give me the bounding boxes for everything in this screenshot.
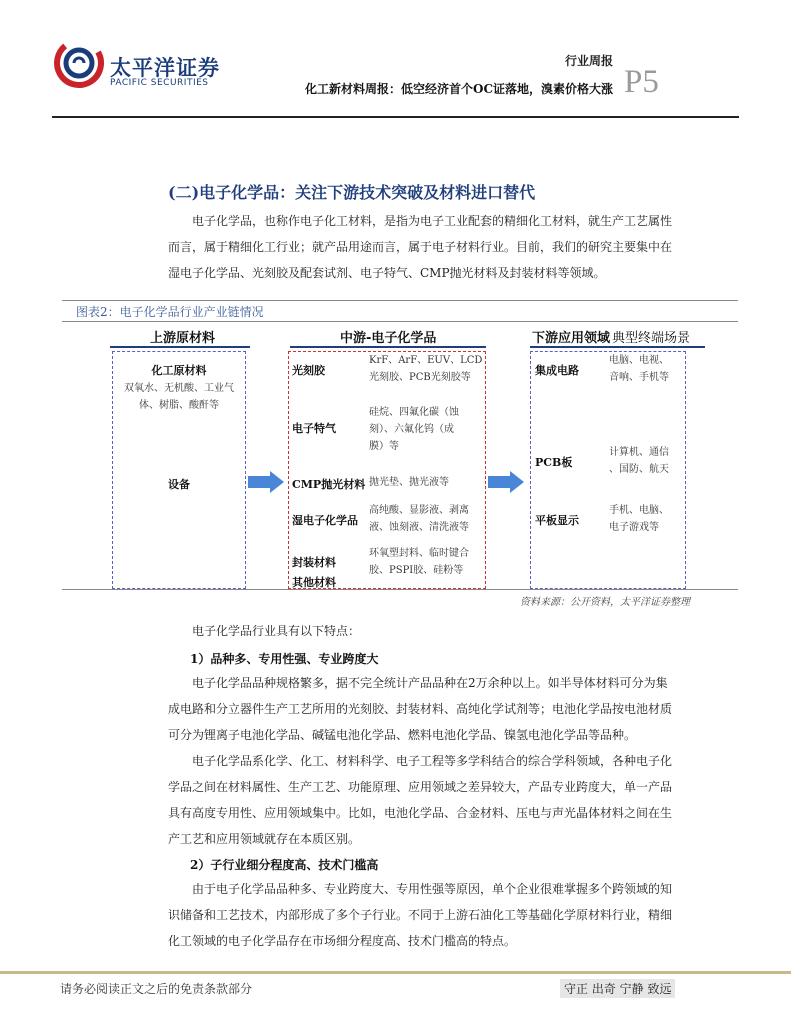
right-arrow-icon: [488, 471, 524, 493]
right-arrow-icon: [248, 471, 284, 493]
downstream-item-desc: [609, 352, 684, 386]
downstream-item-desc: [609, 502, 684, 536]
midstream-item-name: CMP抛光材料: [292, 478, 366, 491]
desc-line: 电子游戏等: [609, 522, 659, 533]
downstream-item-name: PCB板: [535, 456, 573, 469]
paragraph-line: 化工领域的电子化学品存在市场细分程度高、技术门槛高的特点。: [168, 934, 517, 948]
desc-line: 计算机、通信: [609, 447, 669, 458]
intro-line: 而言，属于精细化工行业；就产品用途而言，属于电子材料行业。目前，我们的研究主要集中在: [168, 240, 673, 254]
paragraph-line: 学品之间在材料属性、生产工艺、功能原理、应用领域之差异较大，产品专业跨度大，单一产品: [168, 780, 673, 794]
paragraph-line: 可分为锂离子电池化学品、碱锰电池化学品、燃料电池化学品、镍氢电池化学品等品种。: [168, 728, 637, 742]
paragraph-line: 产工艺和应用领域就存在本质区别。: [168, 832, 361, 846]
paragraph-line: 成电路和分立器件生产工艺所用的光刻胶、封装材料、高纯化学试剂等；电池化学品按电池材质: [168, 702, 673, 716]
midstream-box: [288, 351, 486, 589]
section-heading: (二)电子化学品：关注下游技术突破及材料进口替代: [168, 183, 536, 202]
intro-paragraph: [168, 208, 740, 286]
downstream-header-rule: [530, 346, 705, 348]
paragraph-line: 电子化学品品种规格繁多，据不完全统计产品品种在2万余种以上。如半导体材料可分为集: [192, 676, 668, 690]
downstream-header-sub: 典型终端场景: [612, 331, 691, 346]
midstream-item-name: 电子特气: [292, 422, 336, 435]
desc-line: 高纯酸、显影液、剥离: [369, 505, 469, 516]
midstream-header-rule: [290, 346, 486, 348]
upstream-header-rule: [110, 346, 250, 348]
paragraph-line: 具有高度专用性、应用领域集中。比如，电池化学品、合金材料、压电与声光晶体材料之间在生: [168, 806, 673, 820]
desc-line: 电脑、电视、: [609, 355, 669, 366]
downstream-box: [530, 351, 686, 589]
report-title: 化工新材料周报：低空经济首个OC证落地，溴素价格大涨: [304, 82, 613, 96]
report-type: 行业周报: [564, 54, 613, 68]
midstream-item-name: 其他材料: [292, 576, 336, 589]
features-intro-line: 电子化学品行业具有以下特点：: [192, 624, 361, 638]
paragraph-line: 识储备和工艺技术，内部形成了多个子行业。不同于上游石油化工等基础化学原材料行业，精细: [168, 908, 673, 922]
paragraph-line: 由于电子化学品品种多、专业跨度大、专用性强等原因，单个企业很难掌握多个跨领域的知: [192, 882, 673, 896]
figure-bottom-rule: [62, 589, 738, 590]
downstream-item-desc: [609, 444, 684, 478]
downstream-item-name: 平板显示: [535, 514, 579, 527]
midstream-item-desc: [369, 404, 484, 455]
desc-line: 膜）等: [369, 441, 399, 452]
midstream-item-name: 湿电子化学品: [292, 514, 358, 527]
point2-title: 2）子行业细分程度高、技术门槛高: [190, 858, 379, 872]
features-intro: [168, 618, 740, 644]
desc-line: 抛光垫、抛光液等: [369, 477, 449, 488]
upstream-header: 上游原材料: [150, 331, 216, 346]
footer-disclaimer: 请务必阅读正文之后的免责条款部分: [60, 982, 253, 996]
figure-caption: 图表2：电子化学品行业产业链情况: [76, 305, 264, 319]
page-number: P5: [624, 64, 659, 100]
desc-line: 音响、手机等: [609, 372, 669, 383]
point1-title: 1）品种多、专用性强、专业跨度大: [190, 652, 379, 666]
figure-caption-bar: [62, 300, 738, 322]
desc-line: 光刻胶、PCB光刻胶等: [369, 372, 471, 383]
upstream-desc: [113, 380, 245, 414]
desc-line: 胶、PSPI胶、硅粉等: [369, 565, 464, 576]
brand-name-en: PACIFIC SECURITIES: [110, 78, 209, 88]
desc-line: KrF、ArF、EUV、LCD: [369, 355, 483, 366]
downstream-item-name: 集成电路: [535, 364, 579, 377]
intro-line: 电子化学品，也称作电子化工材料，是指为电子工业配套的精细化工材料，就生产工艺属性: [192, 214, 673, 228]
midstream-item-desc: [369, 474, 484, 491]
figure-source: 资料来源：公开资料，太平洋证券整理: [520, 597, 690, 608]
paragraph-line: 电子化学品系化学、化工、材料科学、电子工程等多学科结合的综合学科领域，各种电子化: [192, 754, 673, 768]
upstream-desc-line: 双氧水、无机酸、工业气: [124, 383, 234, 394]
desc-line: 刻）、六氟化钨（成: [369, 424, 454, 435]
midstream-item-desc: [369, 545, 484, 579]
brand-name-cn: 太平洋证券: [110, 56, 220, 80]
point2-paragraph-1: [168, 876, 740, 954]
upstream-desc-line: 体、树脂、酸酐等: [139, 400, 219, 411]
point1-paragraph-2: [168, 748, 740, 852]
midstream-item-desc: [369, 502, 484, 536]
footer-motto: 守正 出奇 宁静 致远: [560, 979, 675, 998]
upstream-title: 化工原材料: [151, 364, 207, 377]
footer-divider: [0, 971, 791, 974]
point1-paragraph-1: [168, 670, 740, 748]
desc-line: 硅烷、四氟化碳（蚀: [369, 407, 459, 418]
desc-line: 、国防、航天: [609, 464, 669, 475]
upstream-equipment: 设备: [168, 478, 190, 491]
midstream-item-name: 光刻胶: [292, 364, 325, 377]
desc-line: 环氧塑封料、临时键合: [369, 548, 469, 559]
midstream-item-name: 封装材料: [292, 556, 336, 569]
upstream-box: [112, 351, 246, 589]
midstream-header: 中游-电子化学品: [340, 331, 437, 346]
intro-line: 湿电子化学品、光刻胶及配套试剂、电子特气、CMP抛光材料及封装材料等领域。: [168, 266, 606, 280]
desc-line: 液、蚀刻液、清洗液等: [369, 522, 469, 533]
downstream-header: 下游应用领域: [532, 331, 611, 346]
midstream-item-desc: [369, 352, 484, 386]
brand-logo-icon: [52, 36, 106, 90]
header-divider: [52, 116, 739, 118]
desc-line: 手机、电脑、: [609, 505, 669, 516]
